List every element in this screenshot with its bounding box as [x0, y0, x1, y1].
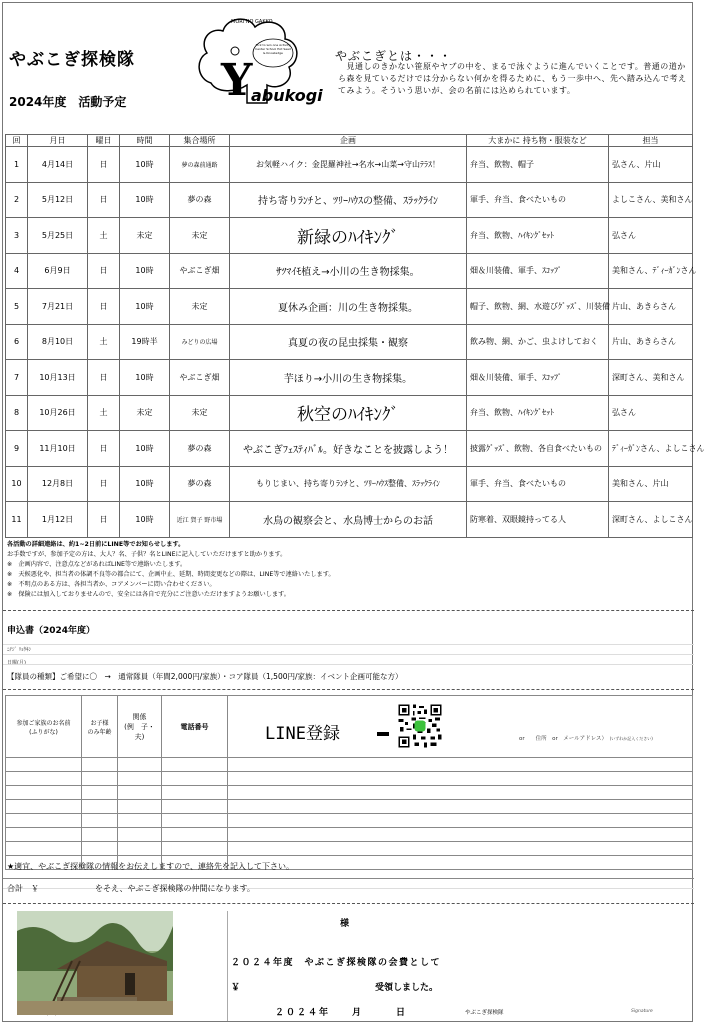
total-text: 合計 ￥ をそえ、やぶこぎ探検隊の仲間になります。	[7, 884, 255, 893]
schedule-cell-staff: 深町さん、よしこさん	[609, 502, 693, 538]
logo-word: abukogi	[251, 86, 323, 105]
form-cell[interactable]	[228, 758, 693, 772]
form-cell[interactable]	[162, 828, 228, 842]
flyer-sheet	[2, 2, 704, 1022]
schedule-cell-date: 7月21日	[28, 289, 88, 325]
form-cell[interactable]	[118, 786, 162, 800]
schedule-cell-day: 土	[88, 324, 120, 360]
cut-line	[3, 610, 694, 611]
schedule-row	[6, 431, 693, 467]
schedule-cell-event: ｻﾂﾏｲﾓ植え→小川の生き物採集。	[230, 253, 467, 289]
schedule-cell-date: 1月12日	[28, 502, 88, 538]
schedule-cell-date: 6月9日	[28, 253, 88, 289]
schedule-cell-day: 土	[88, 395, 120, 431]
schedule-cell-event: 夏休み企画：川の生き物採集。	[230, 289, 467, 325]
contact-label: or 住所 or メールアドレス） (いずれか記入ください)	[519, 736, 653, 742]
schedule-cell-time: 未定	[120, 395, 170, 431]
form-cell[interactable]	[118, 758, 162, 772]
schedule-cell-day: 日	[88, 502, 120, 538]
schedule-cell-date: 10月26日	[28, 395, 88, 431]
form-cell[interactable]	[6, 772, 82, 786]
schedule-cell-date: 12月8日	[28, 466, 88, 502]
schedule-cell-date: 4月14日	[28, 147, 88, 183]
receipt-yen: ￥	[231, 983, 241, 993]
schedule-cell-no: 9	[6, 431, 28, 467]
schedule-cell-place: 夢の森	[170, 182, 230, 218]
treehouse-photo	[17, 911, 173, 1015]
note-line: ※ 不明点のある方は、各担当者か、コアメンバーに問い合わせください。	[7, 581, 216, 588]
about-heading: やぶこぎとは・・・	[335, 49, 453, 63]
schedule-cell-date: 11月10日	[28, 431, 88, 467]
schedule-cell-no: 8	[6, 395, 28, 431]
yabukogi-logo-icon	[191, 13, 321, 109]
schedule-header-row	[6, 135, 693, 147]
schedule-cell-time: 10時	[120, 289, 170, 325]
receipt-date: ２０２４年 月 日	[275, 1008, 408, 1018]
tiny-label: ﾆﾁｼﾞ ﾘｮｳｷﾝ	[7, 647, 32, 653]
schedule-cell-time: 10時	[120, 360, 170, 396]
form-cell[interactable]	[162, 758, 228, 772]
schedule-row	[6, 360, 693, 396]
receipt-received: 受領しました。	[375, 983, 439, 993]
schedule-cell-event: 芋ほり→小川の生き物採集。	[230, 360, 467, 396]
schedule-cell-staff: 深町さん、美和さん	[609, 360, 693, 396]
application-heading: 申込書（2024年度）	[7, 626, 96, 636]
logo-letter: Y	[221, 55, 253, 106]
schedule-cell-place: みどりの広場	[170, 324, 230, 360]
schedule-cell-no: 11	[6, 502, 28, 538]
schedule-cell-items: 畑＆川装備、軍手、ｽｺｯﾌﾟ	[467, 253, 609, 289]
schedule-cell-event: 持ち寄りﾗﾝﾁと、ﾂﾘｰﾊｳｽの整備、ｽﾗｯｸﾗｲﾝ	[230, 182, 467, 218]
form-grid	[3, 635, 694, 665]
schedule-cell-place: 未定	[170, 289, 230, 325]
schedule-cell-no: 7	[6, 360, 28, 396]
form-header-phone: 電話番号	[162, 696, 228, 758]
dash-mark	[377, 732, 389, 736]
form-cell[interactable]	[118, 772, 162, 786]
qr-code-icon[interactable]	[397, 703, 443, 749]
form-cell[interactable]	[162, 786, 228, 800]
receipt-sama: 様	[340, 919, 350, 929]
schedule-cell-place: 未定	[170, 218, 230, 254]
note-line: ※ 天候悪化や、担当者の体調不良等の都合にて、企画中止、延期、時間変更などの際は、LINE等で連絡いたします。	[7, 571, 335, 578]
schedule-cell-time: 10時	[120, 466, 170, 502]
schedule-row	[6, 218, 693, 254]
form-cell[interactable]	[6, 842, 82, 856]
schedule-cell-items: 軍手、弁当、食べたいもの	[467, 182, 609, 218]
schedule-cell-items: 弁当、飲物、ﾊｲｷﾝｸﾞｾｯﾄ	[467, 218, 609, 254]
form-cell[interactable]	[82, 814, 118, 828]
form-cell[interactable]	[82, 758, 118, 772]
schedule-cell-place: やぶこぎ畑	[170, 360, 230, 396]
form-cell[interactable]	[228, 800, 693, 814]
form-cell[interactable]	[82, 786, 118, 800]
header-staff: 担当	[609, 135, 693, 147]
about-text: 見通しのきかない笹原やヤブの中を、まるで泳ぐように進んでいくことです。普通の道から森を見ているだけでは分からない何かを得るために、もう一歩中へ、先へ踏み込んで考えてみよう。そういう思いが、会の名前には込められています。	[338, 62, 687, 95]
header-items: 大まかに 持ち物・服装など	[467, 135, 609, 147]
schedule-cell-date: 5月25日	[28, 218, 88, 254]
schedule-cell-time: 未定	[120, 218, 170, 254]
schedule-cell-event: やぶこぎﾌｪｽﾃｨﾊﾞﾙ。好きなことを披露しよう！	[230, 431, 467, 467]
schedule-cell-no: 5	[6, 289, 28, 325]
line-register-label: LINE登録	[265, 724, 340, 744]
schedule-cell-no: 2	[6, 182, 28, 218]
form-cell[interactable]	[82, 842, 118, 856]
schedule-cell-day: 日	[88, 147, 120, 183]
schedule-cell-time: 10時	[120, 182, 170, 218]
contact-note: ★適宜、やぶこぎ探検隊の情報をお伝えしますので、連絡先を記入して下さい。	[7, 862, 295, 871]
form-cell[interactable]	[118, 814, 162, 828]
form-cell[interactable]	[162, 800, 228, 814]
form-cell[interactable]	[162, 814, 228, 828]
form-cell[interactable]	[162, 842, 228, 856]
schedule-cell-items: 防寒着、双眼鏡持ってる人	[467, 502, 609, 538]
divider	[227, 911, 228, 1021]
schedule-row	[6, 466, 693, 502]
schedule-cell-day: 日	[88, 253, 120, 289]
note-line: ※ 企画内容で、注意点などがあればLINE等で連絡いたします。	[7, 561, 187, 568]
form-header-relation: 関係 (例 子・ 夫)	[118, 696, 162, 758]
form-cell[interactable]	[82, 772, 118, 786]
header-event: 企画	[230, 135, 467, 147]
schedule-cell-time: 19時半	[120, 324, 170, 360]
header-no: 回	[6, 135, 28, 147]
form-cell[interactable]	[228, 786, 693, 800]
form-cell[interactable]	[118, 842, 162, 856]
schedule-cell-staff: よしこさん、美和さん	[609, 182, 693, 218]
schedule-cell-place: 未定	[170, 395, 230, 431]
note-line: ※ 保険には加入しておりませんので、安全には各自で充分にご注意いただけますようお願いします。	[7, 591, 290, 598]
schedule-cell-time: 10時	[120, 147, 170, 183]
schedule-cell-staff: 弘さん	[609, 218, 693, 254]
form-cell[interactable]	[228, 814, 693, 828]
schedule-cell-items: 飲み物、網、かご、虫よけしておく	[467, 324, 609, 360]
schedule-cell-place: 夢の森	[170, 431, 230, 467]
schedule-cell-day: 日	[88, 360, 120, 396]
schedule-cell-no: 10	[6, 466, 28, 502]
form-header-age: お子様 のみ年齢	[82, 696, 118, 758]
schedule-cell-event: 水鳥の観察会と、水鳥博士からのお話	[230, 502, 467, 538]
schedule-row	[6, 324, 693, 360]
schedule-cell-day: 日	[88, 431, 120, 467]
schedule-cell-time: 10時	[120, 431, 170, 467]
schedule-cell-time: 10時	[120, 253, 170, 289]
schedule-cell-event: 真夏の夜の昆虫採集・観察	[230, 324, 467, 360]
schedule-cell-event: 新緑のﾊｲｷﾝｸﾞ	[230, 218, 467, 254]
form-cell[interactable]	[228, 856, 693, 870]
schedule-cell-items: 弁当、飲物、帽子	[467, 147, 609, 183]
schedule-cell-staff: 弘さん、片山	[609, 147, 693, 183]
receipt-line: ２０２４年度 やぶこぎ探検隊の会費として	[231, 958, 442, 968]
schedule-cell-no: 6	[6, 324, 28, 360]
schedule-cell-date: 8月10日	[28, 324, 88, 360]
schedule-cell-items: 披露ｸﾞｯｽﾞ、飲物、各自食べたいもの	[467, 431, 609, 467]
schedule-row	[6, 182, 693, 218]
header-place: 集合場所	[170, 135, 230, 147]
form-cell[interactable]	[82, 800, 118, 814]
schedule-cell-place: 夢の森前通路	[170, 147, 230, 183]
schedule-cell-staff: ﾃﾞｨｰｶﾞﾝさん、よしこさん	[609, 431, 693, 467]
note-line: お手数ですが、参加予定の方は、大人？名、子供？名とLINEに記入していただけますと助かります。	[7, 551, 287, 558]
form-cell[interactable]	[228, 772, 693, 786]
schedule-cell-staff: 美和さん、片山	[609, 466, 693, 502]
page-title: やぶこぎ探検隊	[9, 50, 135, 70]
schedule-cell-items: 帽子、飲物、網、水遊びｸﾞｯｽﾞ、川装備	[467, 289, 609, 325]
schedule-cell-staff: 片山、あきらさん	[609, 324, 693, 360]
schedule-cell-event: もりじまい、持ち寄りﾗﾝﾁと、ﾂﾘｰﾊｳｽ整備、ｽﾗｯｸﾗｲﾝ	[230, 466, 467, 502]
schedule-row	[6, 502, 693, 538]
tiny-label: 日曜(月)	[7, 660, 26, 666]
header-day: 曜日	[88, 135, 120, 147]
schedule-cell-staff: 片山、あきらさん	[609, 289, 693, 325]
schedule-cell-no: 3	[6, 218, 28, 254]
schedule-cell-day: 日	[88, 182, 120, 218]
schedule-cell-day: 日	[88, 289, 120, 325]
logo-bubble: Pick to win one Activity Center School Hot Seed & Knowledge	[255, 43, 291, 55]
schedule-cell-event: 秋空のﾊｲｷﾝｸﾞ	[230, 395, 467, 431]
schedule-cell-place: やぶこぎ畑	[170, 253, 230, 289]
schedule-cell-day: 土	[88, 218, 120, 254]
application-form-table	[5, 695, 693, 870]
header-time: 時間	[120, 135, 170, 147]
form-cell[interactable]	[6, 828, 82, 842]
form-cell[interactable]	[118, 800, 162, 814]
schedule-cell-no: 4	[6, 253, 28, 289]
year-label: 2024年度 活動予定	[9, 95, 127, 109]
schedule-cell-no: 1	[6, 147, 28, 183]
note-line: 各活動の詳細連絡は、約1~2日前にLINE等でお知らせします。	[7, 541, 185, 548]
schedule-row	[6, 147, 693, 183]
form-cell[interactable]	[228, 842, 693, 856]
form-cell[interactable]	[6, 786, 82, 800]
form-cell[interactable]	[162, 772, 228, 786]
cut-line	[3, 903, 694, 904]
form-cell[interactable]	[118, 828, 162, 842]
header-date: 月日	[28, 135, 88, 147]
schedule-cell-items: 弁当、飲物、ﾊｲｷﾝｸﾞｾｯﾄ	[467, 395, 609, 431]
schedule-cell-date: 10月13日	[28, 360, 88, 396]
schedule-row	[6, 289, 693, 325]
logo-top-text: MORI NO GAKKO	[231, 19, 273, 25]
form-cell[interactable]	[6, 814, 82, 828]
schedule-cell-time: 10時	[120, 502, 170, 538]
schedule-cell-items: 軍手、弁当、食べたいもの	[467, 466, 609, 502]
schedule-cell-event: お気軽ハイク：金毘羅神社→名水→山菜→守山ﾃﾗｽ！	[230, 147, 467, 183]
member-type-text: 【隊員の種類】ご希望に〇 → 通常隊員（年間2,000円/家族）・コア隊員（1,500円/家族：イベント企画可能な方）	[7, 672, 403, 681]
cut-line	[3, 689, 694, 690]
schedule-cell-day: 日	[88, 466, 120, 502]
schedule-cell-place: 夢の森	[170, 466, 230, 502]
schedule-cell-place: 近江 賀子 野市場	[170, 502, 230, 538]
form-cell[interactable]	[228, 828, 693, 842]
receipt-org: やぶこぎ探検隊	[465, 1010, 504, 1016]
schedule-row	[6, 395, 693, 431]
notes-block	[7, 540, 335, 600]
form-cell[interactable]	[6, 758, 82, 772]
form-cell[interactable]	[82, 828, 118, 842]
schedule-table	[5, 134, 704, 538]
receipt-signature: Signature	[631, 1009, 653, 1014]
schedule-cell-items: 畑＆川装備、軍手、ｽｺｯﾌﾟ	[467, 360, 609, 396]
schedule-cell-staff: 弘さん	[609, 395, 693, 431]
schedule-cell-date: 5月12日	[28, 182, 88, 218]
form-header-name: 参加ご家族のお名前 (ふりがな)	[6, 696, 82, 758]
schedule-row	[6, 253, 693, 289]
form-cell[interactable]	[6, 800, 82, 814]
schedule-cell-staff: 美和さん、ﾃﾞｨｰｶﾞﾝさん	[609, 253, 693, 289]
